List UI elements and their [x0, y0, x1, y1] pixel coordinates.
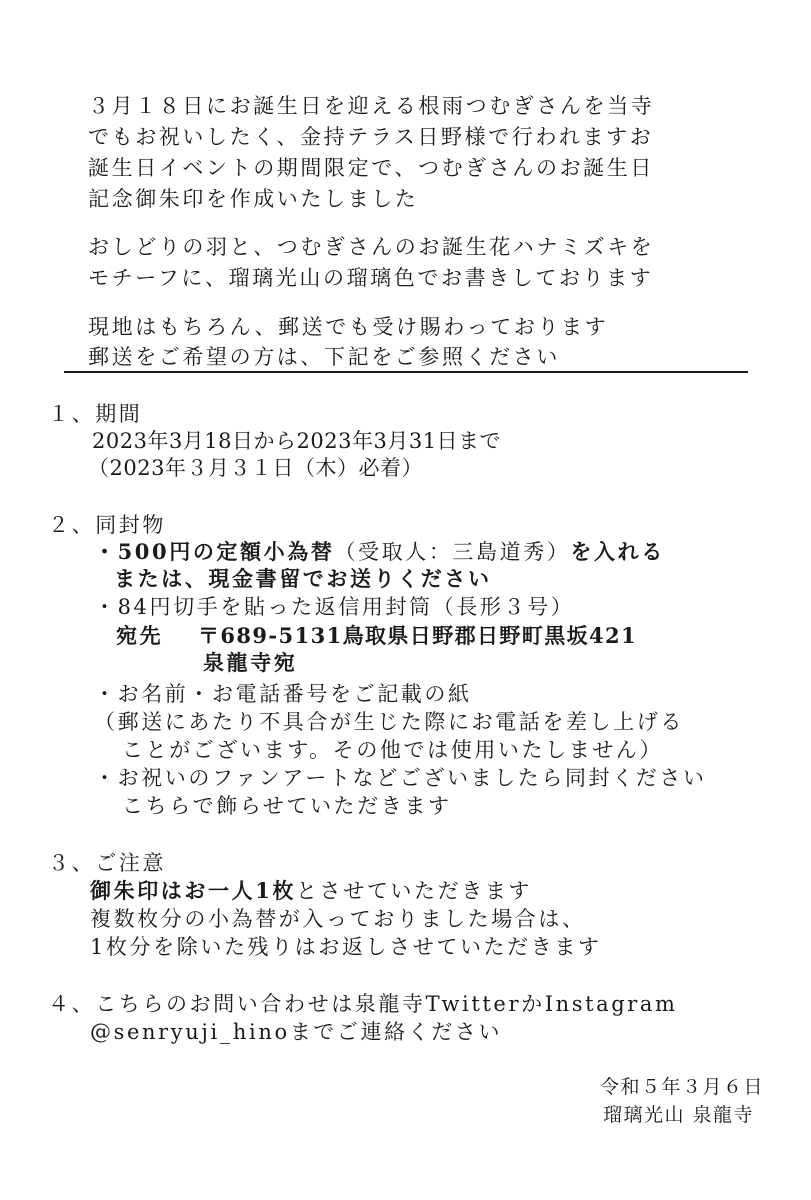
section4-heading: ４、こちらのお問い合わせは泉龍寺TwitterかInstagram: [48, 992, 678, 1016]
section2-heading: ２、同封物: [48, 513, 166, 537]
section3-line1-rest: とさせていただきます: [296, 879, 533, 903]
footer-signature: 瑠璃光山 泉龍寺: [603, 1104, 755, 1126]
intro-p1-line1: ３月１８日にお誕生日を迎える根雨つむぎさんを当寺: [88, 94, 655, 118]
section3-heading: ３、ご注意: [48, 851, 166, 875]
item1-amount: ・500円の定額小為替: [94, 539, 335, 564]
section2-item1: [94, 538, 665, 566]
item1-tail: を入れる: [570, 539, 665, 564]
section2-item3-note2: ことがございます。その他では使用いたしません）: [122, 738, 664, 762]
section2-item3: ・お名前・お電話番号をご記載の紙: [94, 682, 472, 706]
intro-p2-line2: モチーフに、瑠璃光山の瑠璃色でお書きしております: [88, 266, 654, 290]
section2-item3-note1: （郵送にあたり不具合が生じた際にお電話を差し上げる: [94, 710, 684, 734]
section3-line2: 複数枚分の小為替が入っておりました場合は、: [90, 907, 586, 931]
intro-p2-line1: おしどりの羽と、つむぎさんのお誕生花ハナミズキを: [88, 235, 655, 259]
section2-item2: ・84円切手を貼った返信用封筒（長形３号）: [94, 595, 575, 619]
section1-heading: １、期間: [48, 402, 143, 426]
section3-line1: [90, 877, 532, 905]
item1-payee: （受取人：三島道秀）: [334, 540, 571, 564]
footer-date: 令和５年３月６日: [600, 1076, 765, 1098]
section2-item4: ・お祝いのファンアートなどございましたら同封ください: [94, 766, 707, 790]
intro-p1-line2: でもお祝いしたく、金持テラス日野様で行われますお: [88, 125, 654, 149]
section1-deadline: （2023年３月３１日（木）必着）: [88, 456, 423, 480]
recipient: 泉龍寺宛: [203, 650, 298, 675]
intro-p1-line4: 記念御朱印を作成いたしました: [88, 187, 419, 211]
intro-p1-line3: 誕生日イベントの期間限定で、つむぎさんのお誕生日: [88, 156, 654, 180]
section2-item4-line2: こちらで飾らせていただきます: [122, 794, 452, 818]
intro-p3-line2: 郵送をご希望の方は、下記をご参照ください: [88, 345, 560, 369]
section4-line2: @senryuji_hinoまでご連絡ください: [90, 1020, 503, 1044]
section1-dates: 2023年3月18日から2023年3月31日まで: [92, 429, 502, 453]
limit-one-per-person: 御朱印はお一人1枚: [90, 878, 297, 903]
divider: [64, 371, 748, 373]
address: 〒689-5131鳥取県日野郡日野町黒坂421: [198, 623, 638, 648]
address-label: 宛先: [116, 623, 164, 648]
intro-p3-line1: 現地はもちろん、郵送でも受け賜わっております: [88, 315, 609, 339]
section2-item1-line2: または、現金書留でお送りください: [114, 566, 492, 591]
section3-line3: 1枚分を除いた残りはお返しさせていただきます: [90, 935, 602, 959]
